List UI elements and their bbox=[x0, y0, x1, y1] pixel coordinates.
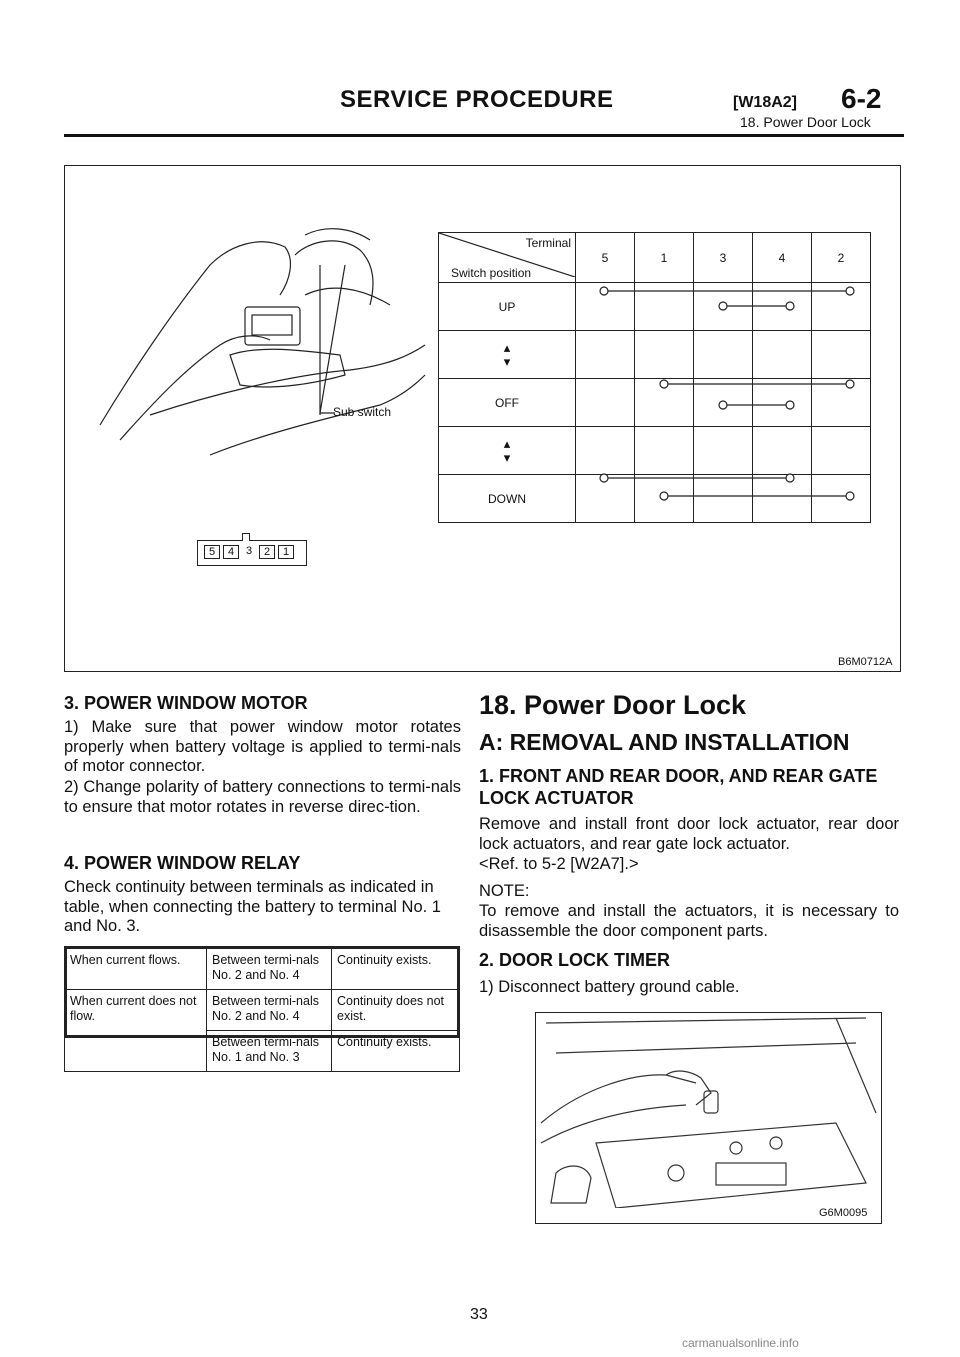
page-number: 33 bbox=[470, 1306, 488, 1323]
paragraph: 1) Make sure that power window motor rotates properly when battery voltage is applied to termi-nals of motor connector. bbox=[64, 718, 461, 775]
section-subtitle: 18. Power Door Lock bbox=[740, 114, 871, 130]
photo-code: G6M0095 bbox=[819, 1207, 868, 1219]
connector-pin: 5 bbox=[204, 545, 220, 559]
terminal-header: 3 bbox=[694, 233, 753, 283]
relay-continuity-table bbox=[64, 948, 460, 1072]
heading-removal-installation: A: REMOVAL AND INSTALLATION bbox=[479, 729, 850, 755]
connector-pin: 4 bbox=[223, 545, 239, 559]
continuity-lines bbox=[438, 232, 882, 517]
connector-pin: 2 bbox=[259, 545, 275, 559]
heading-power-window-motor: 3. POWER WINDOW MOTOR bbox=[64, 693, 308, 713]
switch-position-label: Switch position bbox=[451, 266, 532, 280]
paragraph: Remove and install front door lock actuator, rear door lock actuators, and rear gate lock actuator. bbox=[479, 815, 899, 853]
sub-switch-illustration bbox=[90, 225, 430, 475]
table-cell: Between termi-nals No. 2 and No. 4 bbox=[207, 990, 332, 1031]
figure-code: B6M0712A bbox=[838, 656, 893, 668]
heading-power-window-relay: 4. POWER WINDOW RELAY bbox=[64, 853, 301, 873]
footer-watermark: carmanualsonline.info bbox=[682, 1336, 799, 1350]
table-cell: Between termi-nals No. 1 and No. 3 bbox=[207, 1031, 332, 1072]
transition-arrow-icon: ▴ ▾ bbox=[439, 427, 576, 475]
heading-power-door-lock: 18. Power Door Lock bbox=[479, 690, 747, 720]
transition-arrow-icon: ▴ ▾ bbox=[439, 331, 576, 379]
sub-switch-label: Sub switch bbox=[333, 405, 392, 419]
note-text: To remove and install the actuators, it is necessary to disassemble the door component parts. bbox=[479, 902, 899, 940]
section-code: [W18A2] bbox=[733, 94, 798, 111]
battery-illustration bbox=[536, 1013, 881, 1208]
position-down: DOWN bbox=[439, 475, 576, 523]
section-title: SERVICE PROCEDURE bbox=[340, 86, 614, 113]
terminal-header: 2 bbox=[812, 233, 871, 283]
paragraph: 2) Change polarity of battery connections to termi-nals to ensure that motor rotates in reverse direc-tion. bbox=[64, 778, 461, 816]
connector-pin: 3 bbox=[245, 545, 253, 557]
terminal-header: 4 bbox=[753, 233, 812, 283]
connector-diagram bbox=[197, 540, 307, 566]
terminal-header: 5 bbox=[576, 233, 635, 283]
terminal-label: Terminal bbox=[525, 236, 571, 250]
table-cell: Continuity exists. bbox=[332, 1031, 460, 1072]
table-cell: Continuity does not exist. bbox=[332, 990, 460, 1031]
header-rule bbox=[64, 134, 904, 137]
note-label: NOTE: bbox=[479, 882, 530, 900]
cross-reference: <Ref. to 5-2 [W2A7].> bbox=[479, 855, 639, 873]
heading-lock-actuator: 1. FRONT AND REAR DOOR, AND REAR GATE LOCK ACTUATOR bbox=[479, 766, 878, 808]
paragraph: Check continuity between terminals as indicated in table, when connecting the battery to terminal No. 1 and No. 3. bbox=[64, 878, 441, 935]
position-off: OFF bbox=[439, 379, 576, 427]
table-cell: When current flows. bbox=[65, 949, 207, 990]
chapter-number: 6-2 bbox=[841, 83, 882, 114]
paragraph: 1) Disconnect battery ground cable. bbox=[479, 978, 740, 996]
table-cell: When current does not flow. bbox=[65, 990, 207, 1072]
position-up: UP bbox=[439, 283, 576, 331]
terminal-header: 1 bbox=[635, 233, 694, 283]
heading-door-lock-timer: 2. DOOR LOCK TIMER bbox=[479, 950, 671, 970]
table-cell: Continuity exists. bbox=[332, 949, 460, 990]
table-cell: Between termi-nals No. 2 and No. 4 bbox=[207, 949, 332, 990]
connector-pin: 1 bbox=[278, 545, 294, 559]
figure-battery-photo bbox=[535, 1012, 882, 1224]
